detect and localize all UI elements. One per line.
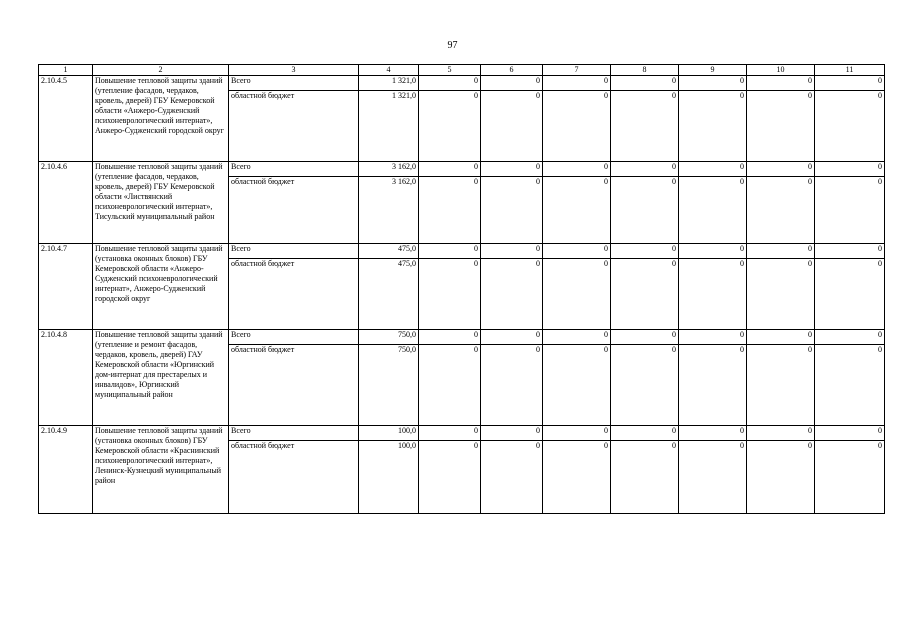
- amount-cell: 0: [481, 162, 543, 177]
- amount-cell: 0: [747, 91, 815, 162]
- record-row-total: [39, 244, 885, 259]
- page-number: 97: [447, 40, 458, 51]
- amount-cell: 0: [747, 330, 815, 345]
- column-header: 6: [481, 65, 543, 76]
- amount-cell: 0: [747, 426, 815, 441]
- amount-cell: 0: [543, 441, 611, 514]
- amount-cell: 0: [419, 345, 481, 426]
- record-row-total: [39, 426, 885, 441]
- amount-cell: 0: [419, 91, 481, 162]
- record-code: 2.10.4.9: [39, 426, 93, 514]
- column-header: 10: [747, 65, 815, 76]
- amount-cell: 0: [747, 259, 815, 330]
- record-code: 2.10.4.8: [39, 330, 93, 426]
- funding-source: Всего: [229, 330, 359, 345]
- amount-cell: 0: [611, 76, 679, 91]
- amount-cell: 0: [747, 177, 815, 244]
- funding-source: областной бюджет: [229, 91, 359, 162]
- amount-cell: 0: [481, 330, 543, 345]
- amount-cell: 0: [679, 91, 747, 162]
- amount-cell: 1 321,0: [359, 76, 419, 91]
- amount-cell: 0: [419, 426, 481, 441]
- amount-cell: 0: [815, 259, 885, 330]
- amount-cell: 0: [679, 177, 747, 244]
- amount-cell: 0: [419, 177, 481, 244]
- amount-cell: 0: [419, 244, 481, 259]
- amount-cell: 0: [543, 330, 611, 345]
- amount-cell: 0: [481, 244, 543, 259]
- amount-cell: 0: [611, 244, 679, 259]
- amount-cell: 0: [815, 76, 885, 91]
- amount-cell: 0: [481, 91, 543, 162]
- amount-cell: 475,0: [359, 244, 419, 259]
- column-header: 5: [419, 65, 481, 76]
- amount-cell: 0: [481, 76, 543, 91]
- amount-cell: 0: [481, 177, 543, 244]
- amount-cell: 750,0: [359, 330, 419, 345]
- amount-cell: 0: [543, 426, 611, 441]
- funding-source: областной бюджет: [229, 177, 359, 244]
- funding-source: Всего: [229, 162, 359, 177]
- funding-source: Всего: [229, 76, 359, 91]
- column-header: 8: [611, 65, 679, 76]
- amount-cell: 0: [481, 259, 543, 330]
- column-header: 7: [543, 65, 611, 76]
- amount-cell: 0: [679, 426, 747, 441]
- amount-cell: 0: [481, 345, 543, 426]
- column-header: 2: [93, 65, 229, 76]
- record-code: 2.10.4.6: [39, 162, 93, 244]
- amount-cell: 0: [543, 76, 611, 91]
- funding-source: областной бюджет: [229, 259, 359, 330]
- amount-cell: 0: [611, 259, 679, 330]
- amount-cell: 0: [543, 259, 611, 330]
- amount-cell: 0: [481, 426, 543, 441]
- amount-cell: 0: [611, 345, 679, 426]
- record-row-total: [39, 76, 885, 91]
- record-name: Повышение тепловой защиты зданий (установка оконных блоков) ГБУ Кемеровской области «Краснинский психоневрологический интернат», Ленинск-Кузнецкий муниципальный район: [93, 426, 229, 514]
- amount-cell: 0: [747, 162, 815, 177]
- amount-cell: 0: [419, 441, 481, 514]
- amount-cell: 0: [419, 162, 481, 177]
- amount-cell: 0: [543, 345, 611, 426]
- amount-cell: 0: [543, 91, 611, 162]
- record-row-total: [39, 330, 885, 345]
- amount-cell: 0: [679, 441, 747, 514]
- amount-cell: 0: [747, 76, 815, 91]
- funding-source: областной бюджет: [229, 441, 359, 514]
- record-code: 2.10.4.5: [39, 76, 93, 162]
- amount-cell: 0: [611, 91, 679, 162]
- budget-table: [38, 64, 885, 514]
- record-code: 2.10.4.7: [39, 244, 93, 330]
- amount-cell: 100,0: [359, 426, 419, 441]
- amount-cell: 0: [679, 162, 747, 177]
- amount-cell: 0: [815, 177, 885, 244]
- amount-cell: 0: [815, 162, 885, 177]
- column-number-row: [39, 65, 885, 76]
- amount-cell: 0: [481, 441, 543, 514]
- amount-cell: 0: [747, 441, 815, 514]
- amount-cell: 0: [747, 244, 815, 259]
- record-name: Повышение тепловой защиты зданий (утепление фасадов, чердаков, кровель, дверей) ГБУ Кемеровской области «Анжеро-Судженский психоневрологический интернат», Анжеро-Судженский городской округ: [93, 76, 229, 162]
- amount-cell: 0: [611, 177, 679, 244]
- amount-cell: 0: [679, 76, 747, 91]
- amount-cell: 750,0: [359, 345, 419, 426]
- column-header: 9: [679, 65, 747, 76]
- column-header: 3: [229, 65, 359, 76]
- amount-cell: 100,0: [359, 441, 419, 514]
- amount-cell: 0: [611, 441, 679, 514]
- record-name: Повышение тепловой защиты зданий (утепление и ремонт фасадов, чердаков, кровель, дверей) ГАУ Кемеровской области «Юргинский дом-интернат для престарелых и инвалидов», Юргинский муниципальный район: [93, 330, 229, 426]
- amount-cell: 0: [747, 345, 815, 426]
- amount-cell: 0: [679, 330, 747, 345]
- amount-cell: 0: [419, 76, 481, 91]
- amount-cell: 0: [815, 426, 885, 441]
- funding-source: Всего: [229, 244, 359, 259]
- amount-cell: 0: [679, 259, 747, 330]
- amount-cell: 0: [611, 426, 679, 441]
- amount-cell: 0: [543, 177, 611, 244]
- amount-cell: 0: [815, 345, 885, 426]
- amount-cell: 1 321,0: [359, 91, 419, 162]
- amount-cell: 0: [815, 244, 885, 259]
- amount-cell: 0: [679, 244, 747, 259]
- column-header: 11: [815, 65, 885, 76]
- table-body: [39, 76, 885, 514]
- amount-cell: 475,0: [359, 259, 419, 330]
- amount-cell: 0: [543, 244, 611, 259]
- column-header: 1: [39, 65, 93, 76]
- amount-cell: 0: [815, 330, 885, 345]
- record-name: Повышение тепловой защиты зданий (установка оконных блоков) ГБУ Кемеровской области «Анжеро-Судженский психоневрологический интернат», Анжеро-Судженский городской округ: [93, 244, 229, 330]
- amount-cell: 0: [419, 330, 481, 345]
- record-name: Повышение тепловой защиты зданий (утепление фасадов, чердаков, кровель, дверей) ГБУ Кемеровской области «Листвянский психоневрологический интернат», Тисульский муниципальный район: [93, 162, 229, 244]
- amount-cell: 0: [611, 162, 679, 177]
- amount-cell: 0: [815, 441, 885, 514]
- amount-cell: 3 162,0: [359, 177, 419, 244]
- amount-cell: 0: [679, 345, 747, 426]
- amount-cell: 0: [815, 91, 885, 162]
- record-row-total: [39, 162, 885, 177]
- amount-cell: 0: [419, 259, 481, 330]
- amount-cell: 0: [611, 330, 679, 345]
- funding-source: областной бюджет: [229, 345, 359, 426]
- amount-cell: 3 162,0: [359, 162, 419, 177]
- column-header: 4: [359, 65, 419, 76]
- amount-cell: 0: [543, 162, 611, 177]
- funding-source: Всего: [229, 426, 359, 441]
